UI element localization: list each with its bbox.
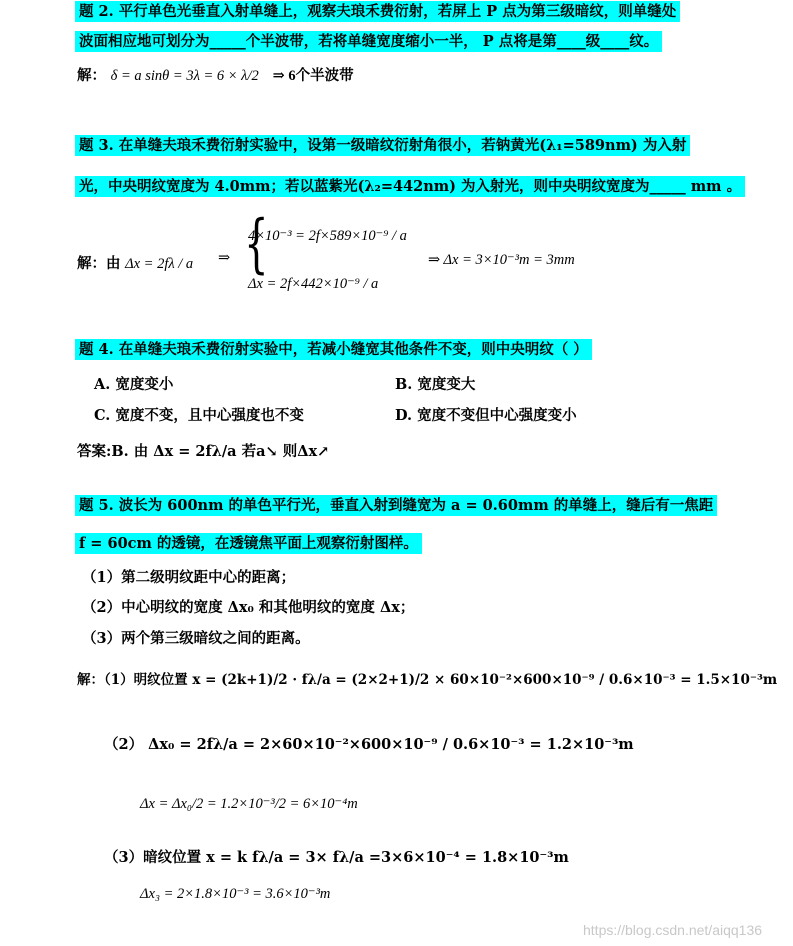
q5-solution2b: Δx = Δx₀/2 = 1.2×10⁻³/2 = 6×10⁻⁴m	[140, 796, 358, 812]
q4-title: 题 4. 在单缝夫琅禾费衍射实验中，若减小缝宽其他条件不变，则中央明纹（ ）	[75, 338, 592, 359]
q3-implies-arrow: ⇒	[218, 250, 231, 266]
q4-answer: 答案:B. 由 Δx = 2fλ/a 若a↘ 则Δx↗	[77, 443, 330, 460]
q5-solution1: 解：（1）明纹位置 x = (2k+1)/2 · fλ/a = (2×2+1)/2 × 60×10⁻²×600×10⁻⁹ / 0.6×10⁻³ = 1.5×10⁻³m	[77, 672, 778, 688]
q3-title-line2: 光，中央明纹宽度为 4.0mm；若以蓝紫光(λ₂=442nm) 为入射光，则中央明纹宽度为_____ mm 。	[75, 175, 745, 196]
q3-solution-label: 解：由 Δx = 2fλ / a	[77, 255, 194, 272]
q4-option-a: A. 宽度变小	[94, 376, 174, 393]
q3-system-row2: Δx = 2f×442×10⁻⁹ / a	[248, 276, 379, 292]
q4-option-d: D. 宽度不变但中心强度变小	[395, 407, 577, 424]
q2-solution-equation: δ = a sinθ = 3λ = 6 × λ/2	[110, 68, 259, 84]
q5-title-line1: 题 5. 波长为 600nm 的单色平行光，垂直入射到缝宽为 a = 0.60mm 的单缝上，缝后有一焦距	[75, 494, 717, 515]
q3-system-row1: 4×10⁻³ = 2f×589×10⁻⁹ / a	[248, 228, 407, 244]
q5-solution3: （3）暗纹位置 x = k fλ/a = 3× fλ/a =3×6×10⁻⁴ = 1.8×10⁻³m	[104, 849, 569, 866]
q5-title-line2: f = 60cm 的透镜，在透镜焦平面上观察衍射图样。	[75, 532, 422, 553]
q5-item2: （2）中心明纹的宽度 Δx₀ 和其他明纹的宽度 Δx；	[82, 599, 415, 616]
q3-formula: Δx = 2fλ / a	[125, 256, 194, 272]
q2-solution: 解： δ = a sinθ = 3λ = 6 × λ/2 ⇒ 6个半波带	[77, 67, 354, 84]
q3-brace: {	[244, 207, 269, 281]
q4-option-b: B. 宽度变大	[395, 376, 476, 393]
q4-option-c: C. 宽度不变，且中心强度也不变	[94, 407, 304, 424]
q2-solution-result: ⇒ 6个半波带	[272, 68, 354, 84]
watermark: https://blog.csdn.net/aiqq136	[583, 922, 763, 938]
q5-solution2: （2） Δx₀ = 2fλ/a = 2×60×10⁻²×600×10⁻⁹ / 0.6×10⁻³ = 1.2×10⁻³m	[104, 736, 634, 753]
q5-solution3b: Δx₃ = 2×1.8×10⁻³ = 3.6×10⁻³m	[140, 886, 331, 902]
q3-result: ⇒ Δx = 3×10⁻³m = 3mm	[428, 252, 575, 268]
q3-title-line1: 题 3. 在单缝夫琅禾费衍射实验中，设第一级暗纹衍射角很小，若钠黄光(λ₁=589nm) 为入射	[75, 134, 690, 155]
q5-item3: （3）两个第三级暗纹之间的距离。	[82, 630, 310, 647]
q5-item1: （1）第二级明纹距中心的距离；	[82, 569, 296, 586]
q2-title-line1: 题 2. 平行单色光垂直入射单缝上，观察夫琅禾费衍射，若屏上 P 点为第三级暗纹，则单缝处	[75, 0, 680, 21]
q2-title-line2: 波面相应地可划分为_____个半波带，若将单缝宽度缩小一半， P 点将是第____级____纹。	[75, 30, 662, 51]
